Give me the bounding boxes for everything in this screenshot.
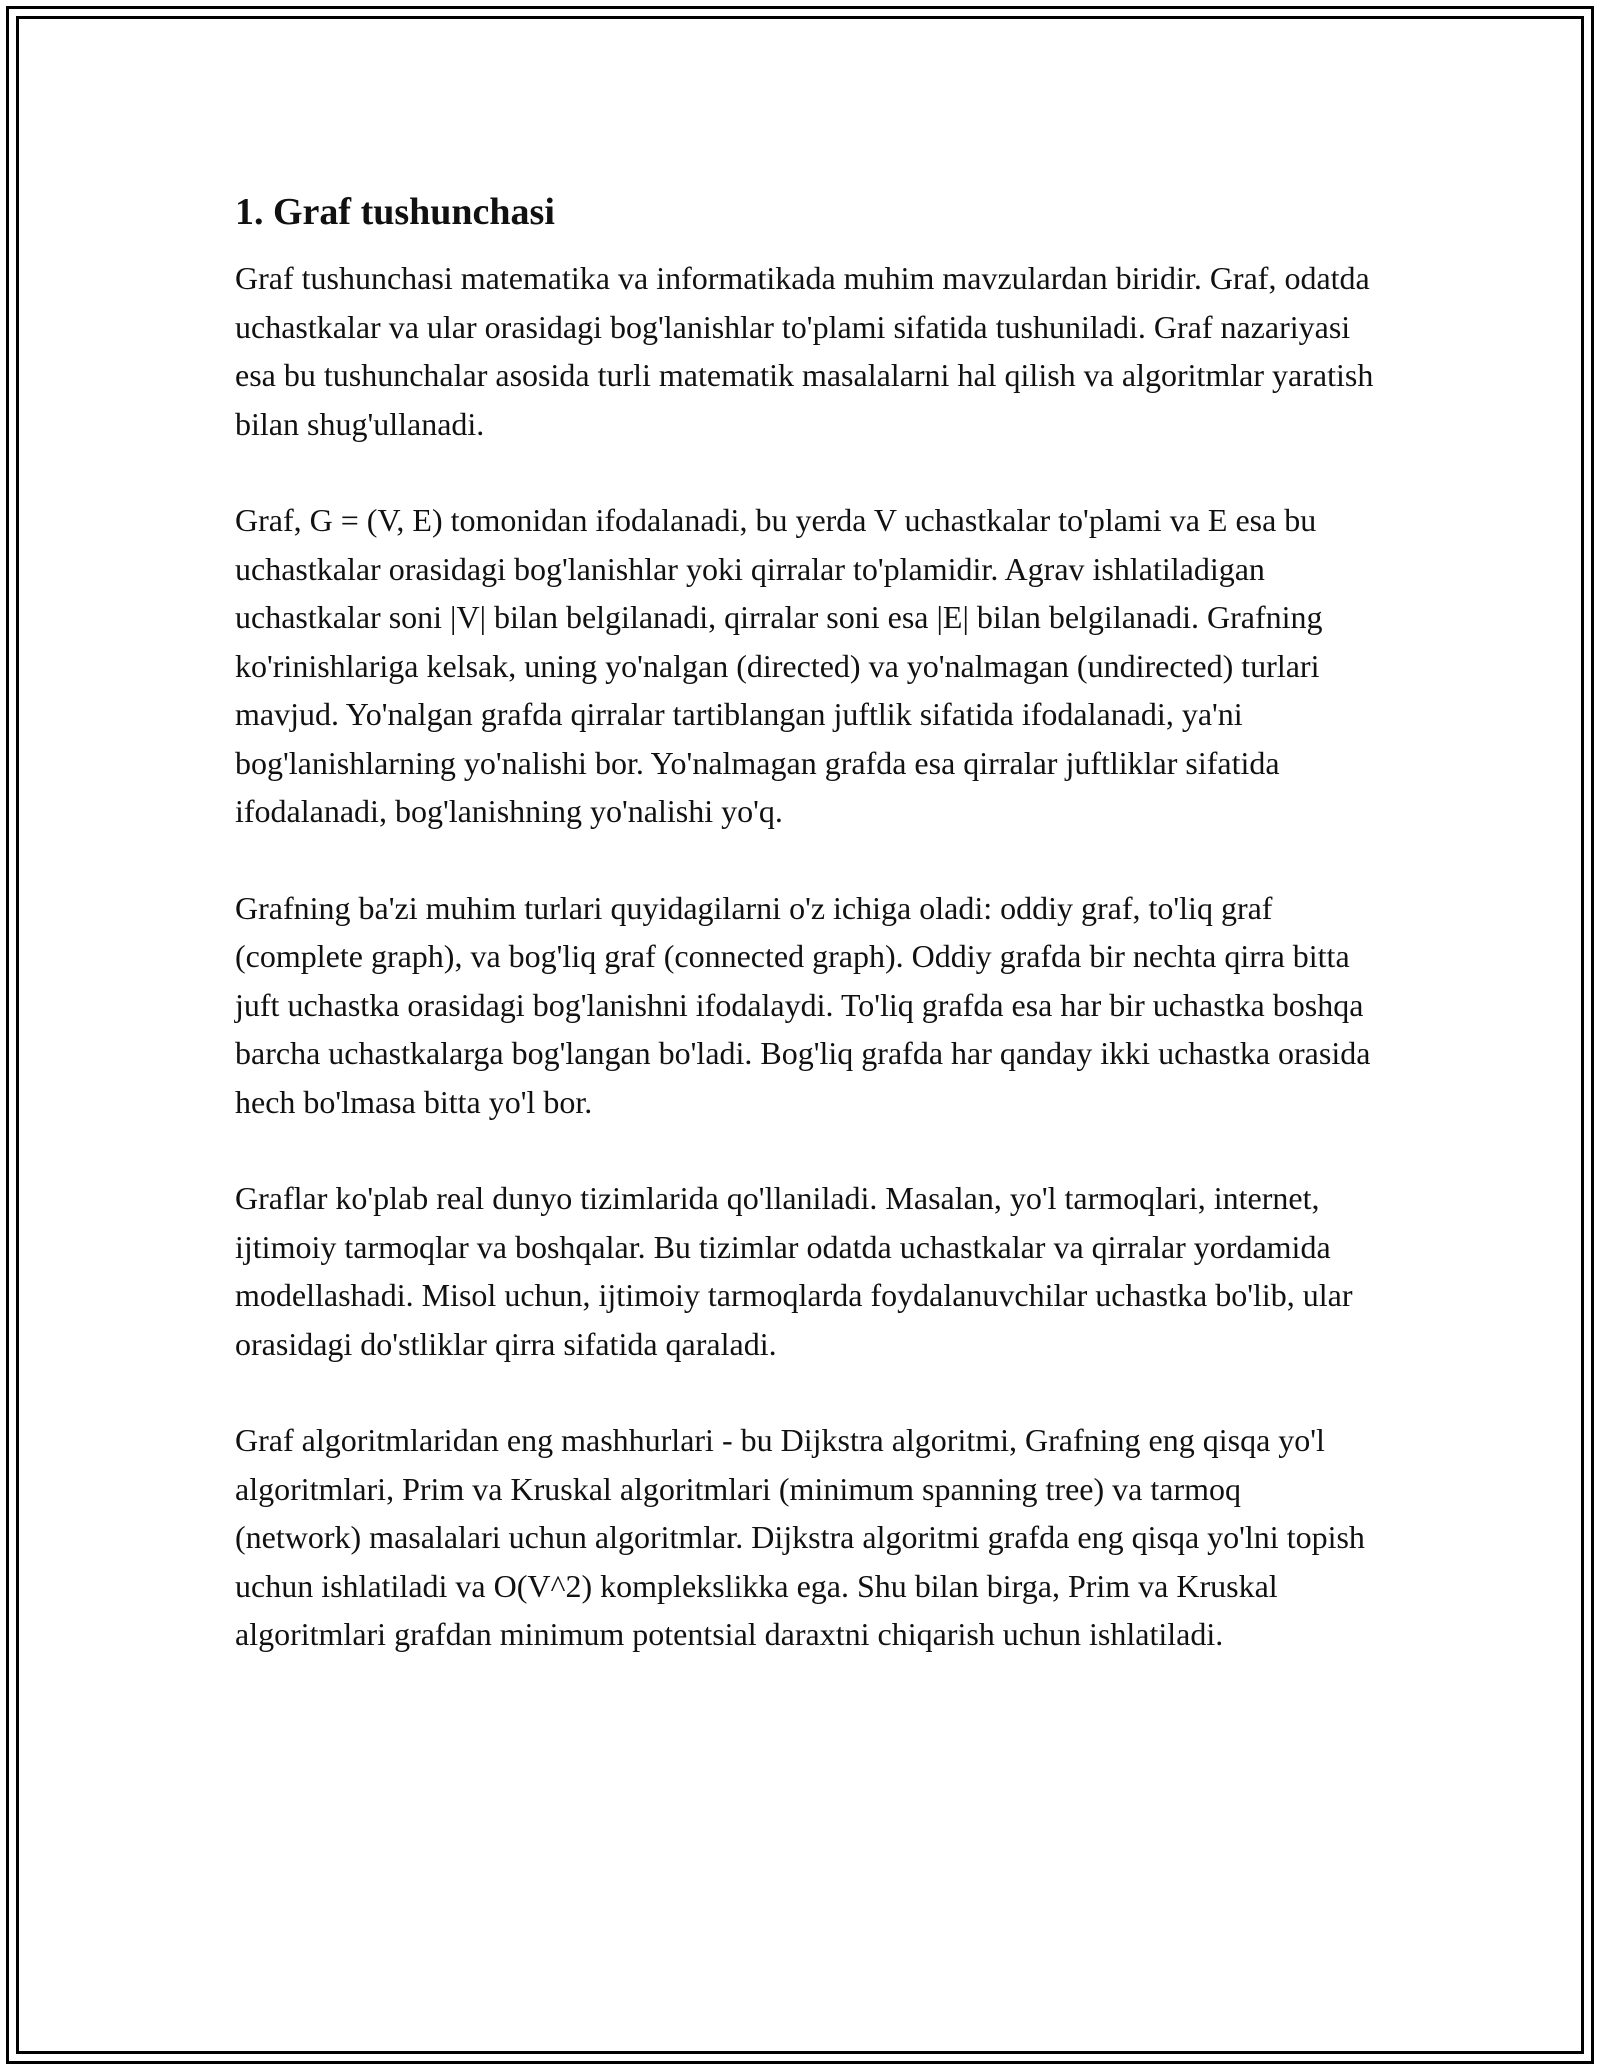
paragraph-algorithms: Graf algoritmlaridan eng mashhurlari - bu Dijkstra algoritmi, Grafning eng qisqa yo'l algoritmlari, Prim va Kruskal algoritmlari (minimum spanning tree) va tarmoq (network) masalalari uchun algoritmlar. Dijkstra algoritmi grafda eng qisqa yo'lni topish uchun ishlatiladi va O(V^2) komplekslikka ega. Shu bilan birga, Prim va Kruskal algoritmlari grafdan minimum potentsial daraxtni chiqarish uchun ishlatiladi. (235, 1422, 1365, 1652)
paragraph-applications: Graflar ko'plab real dunyo tizimlarida qo'llaniladi. Masalan, yo'l tarmoqlari, internet, ijtimoiy tarmoqlar va boshqalar. Bu tizimlar odatda uchastkalar va qirralar yordamida modellashadi. Misol uchun, ijtimoiy tarmoqlarda foydalanuvchilar uchastka bo'lib, ular orasidagi do'stliklar qirra sifatida qaraladi. (235, 1180, 1353, 1362)
paragraph-intro: Graf tushunchasi matematika va informatikada muhim mavzulardan biridir. Graf, odatda uchastkalar va ular orasidagi bog'lanishlar to'plami sifatida tushuniladi. Graf nazariyasi esa bu tushunchalar asosida turli matematik masalalarni hal qilish va algoritmlar yaratish bilan shug'ullanadi. (235, 260, 1374, 442)
document-body (235, 186, 1375, 1707)
paragraph-graph-types: Grafning ba'zi muhim turlari quyidagilarni o'z ichiga oladi: oddiy graf, to'liq graf (complete graph), va bog'liq graf (connected graph). Oddiy grafda bir nechta qirra bitta juft uchastka orasidagi bog'lanishni ifodalaydi. To'liq grafda esa har bir uchastka boshqa barcha uchastkalarga bog'langan bo'ladi. Bog'liq grafda har qanday ikki uchastka orasida hech bo'lmasa bitta yo'l bor. (235, 889, 1371, 1120)
section-heading: 1. Graf tushunchasi (235, 191, 555, 233)
paragraph-definition: Graf, G = (V, E) tomonidan ifodalanadi, bu yerda V uchastkalar to'plami va E esa bu uchastkalar orasidagi bog'lanishlar yoki qirralar to'plamidir. Agrav ishlatiladigan uchastkalar soni |V| bilan belgilanadi, qirralar soni esa |E| bilan belgilanadi. Grafning ko'rinishlariga kelsak, uning yo'nalgan (directed) va yo'nalmagan (undirected) turlari mavjud. Yo'nalgan grafda qirralar tartiblangan juftlik sifatida ifodalanadi, ya'ni bog'lanishlarning yo'nalishi bor. Yo'nalmagan grafda esa qirralar juftliklar sifatida ifodalanadi, bog'lanishning yo'nalishi yo'q. (235, 502, 1323, 829)
